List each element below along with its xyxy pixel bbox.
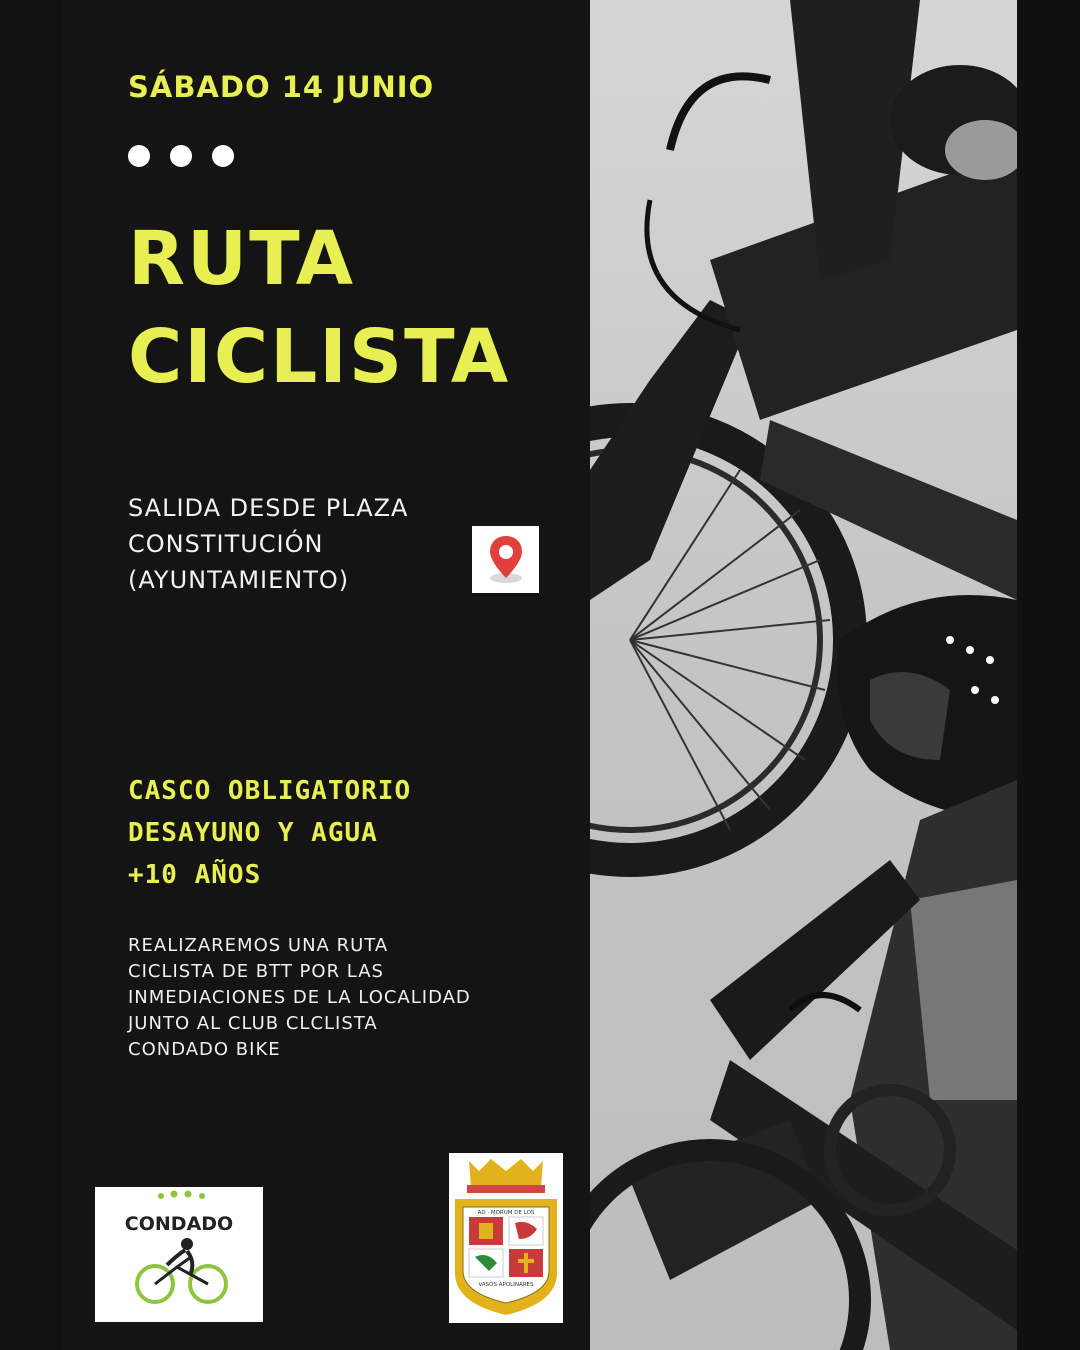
map-pin-icon: [484, 534, 528, 586]
dot-icon: [170, 145, 192, 167]
location-line-1: SALIDA DESDE PLAZA: [128, 494, 409, 522]
description-line: REALIZAREMOS UNA RUTA: [128, 935, 389, 956]
description-line: INMEDIACIONES DE LA LOCALIDAD: [128, 987, 471, 1008]
title-line-2: CICLISTA: [128, 314, 511, 400]
right-strip: [1017, 0, 1080, 1350]
event-description: [128, 933, 471, 1063]
decorative-dots: [128, 145, 234, 167]
event-title: [128, 210, 510, 406]
map-pin-button[interactable]: [472, 526, 539, 593]
description-line: CONDADO BIKE: [128, 1039, 281, 1060]
location-line-3: (AYUNTAMIENTO): [128, 566, 350, 594]
event-date: SÁBADO 14 JUNIO: [128, 70, 435, 104]
requirement-item: DESAYUNO Y AGUA: [128, 818, 378, 848]
left-panel: [62, 0, 592, 1350]
location-text: [128, 490, 408, 598]
coat-of-arms-logo: [449, 1153, 563, 1323]
requirements-list: [128, 770, 411, 896]
coat-motto-top: AD · MORUM DE LOS: [477, 1210, 535, 1216]
requirement-item: CASCO OBLIGATORIO: [128, 776, 412, 806]
coat-motto-bottom: VASOS APOLINARES: [478, 1282, 534, 1288]
description-line: JUNTO AL CLUB CLCLISTA: [128, 1013, 378, 1034]
dot-icon: [128, 145, 150, 167]
title-line-1: RUTA: [128, 216, 356, 302]
requirement-item: +10 AÑOS: [128, 860, 262, 890]
cyclist-photo: [590, 0, 1017, 1350]
bicycle-illustration: [590, 0, 1017, 1350]
description-line: CICLISTA DE BTT POR LAS: [128, 961, 384, 982]
club-name: CONDADO: [124, 1213, 234, 1235]
club-logo-icon: [95, 1187, 263, 1322]
coat-of-arms-icon: [449, 1153, 563, 1323]
condado-bike-logo: [95, 1187, 263, 1322]
dot-icon: [212, 145, 234, 167]
location-line-2: CONSTITUCIÓN: [128, 530, 324, 558]
